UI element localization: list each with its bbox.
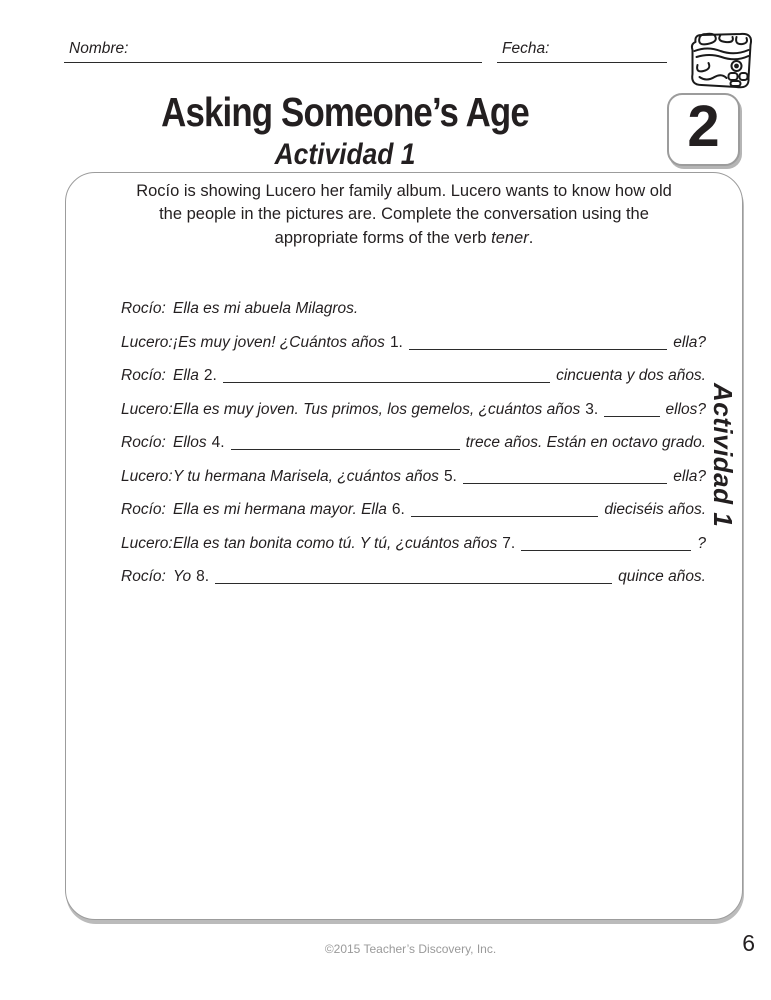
side-activity-label: Actividad 1 <box>708 383 738 528</box>
mayan-glyph-icon <box>687 29 758 91</box>
dialog-text: ¡Es muy joven! ¿Cuántos años <box>173 333 385 351</box>
dialog-text: Ella es mi abuela Milagros. <box>173 300 359 317</box>
speaker-label: Rocío: <box>121 300 166 317</box>
answer-blank-3[interactable] <box>604 416 659 417</box>
dialog-text-after: trece años. Están en octavo grado. <box>465 434 706 451</box>
dialog-row <box>121 299 706 319</box>
dialog-text: Ella es tan bonita como tú. Y tú, ¿cuántos años <box>173 534 498 552</box>
blank-number: 8. <box>196 568 210 585</box>
instructions-line3-end: . <box>528 228 534 247</box>
blank-number: 5. <box>443 467 457 485</box>
dialog-text: Y tu hermana Marisela, ¿cuántos años <box>173 467 439 485</box>
dialog-row <box>121 400 706 420</box>
answer-blank-8[interactable] <box>215 583 612 584</box>
blank-number: 4. <box>211 434 225 451</box>
instructions-line2: the people in the pictures are. Complete the conversation using the <box>159 205 649 224</box>
fecha-label: Fecha: <box>502 40 550 57</box>
answer-blank-2[interactable] <box>223 382 550 383</box>
blank-number: 6. <box>391 501 405 518</box>
answer-blank-4[interactable] <box>231 449 460 450</box>
dialog-row <box>121 333 706 353</box>
speaker-label: Lucero: <box>121 467 173 485</box>
page-subtitle: Actividad 1 <box>274 138 416 171</box>
dialog-text: Ella <box>173 367 199 384</box>
dialog-text-after: ella? <box>673 333 706 351</box>
answer-blank-7[interactable] <box>521 550 691 551</box>
blank-number: 2. <box>203 367 217 384</box>
speaker-label: Rocío: <box>121 568 166 585</box>
instructions <box>96 180 712 250</box>
page-title: Asking Someone’s Age <box>161 89 529 135</box>
unit-number-badge <box>667 93 740 166</box>
copyright: ©2015 Teacher’s Discovery, Inc. <box>324 942 497 956</box>
blank-number: 1. <box>389 333 403 351</box>
dialog-text: Ellos <box>173 434 207 451</box>
dialog-row <box>121 567 706 587</box>
blank-number: 3. <box>585 400 599 418</box>
blank-number: 7. <box>502 534 516 552</box>
speaker-label: Lucero: <box>121 534 173 552</box>
dialog-row <box>121 500 706 520</box>
speaker-label: Rocío: <box>121 367 166 384</box>
answer-blank-6[interactable] <box>411 516 598 517</box>
conversation <box>121 299 706 601</box>
fecha-field[interactable] <box>497 40 667 63</box>
title-block <box>65 89 625 171</box>
dialog-row <box>121 467 706 487</box>
speaker-label: Lucero: <box>121 333 173 351</box>
speaker-label: Lucero: <box>121 400 173 418</box>
dialog-row <box>121 366 706 386</box>
dialog-row <box>121 534 706 554</box>
dialog-row <box>121 433 706 453</box>
answer-blank-5[interactable] <box>463 483 667 484</box>
dialog-text-after: dieciséis años. <box>604 501 706 518</box>
instructions-line3: appropriate forms of the verb <box>274 228 492 247</box>
dialog-text: Ella es mi hermana mayor. Ella <box>173 501 387 518</box>
dialog-text-after: ? <box>697 534 706 552</box>
dialog-text-after: ella? <box>673 467 706 485</box>
dialog-text-after: quince años. <box>618 568 706 585</box>
activity-box <box>65 172 743 920</box>
instructions-line1: Rocío is showing Lucero her family album. Lucero wants to know how old <box>136 182 672 200</box>
unit-number: 2 <box>687 94 720 159</box>
dialog-text: Yo <box>173 568 192 585</box>
verb-tener: tener <box>491 228 529 247</box>
answer-blank-1[interactable] <box>409 349 667 350</box>
speaker-label: Rocío: <box>121 501 166 518</box>
dialog-text-after: cincuenta y dos años. <box>556 367 706 384</box>
dialog-text-after: ellos? <box>665 400 706 418</box>
speaker-label: Rocío: <box>121 434 166 451</box>
dialog-text: Ella es muy joven. Tus primos, los gemelos, ¿cuántos años <box>173 400 581 418</box>
nombre-field[interactable] <box>64 40 482 63</box>
nombre-label: Nombre: <box>69 40 129 57</box>
page-number: 6 <box>742 930 755 956</box>
